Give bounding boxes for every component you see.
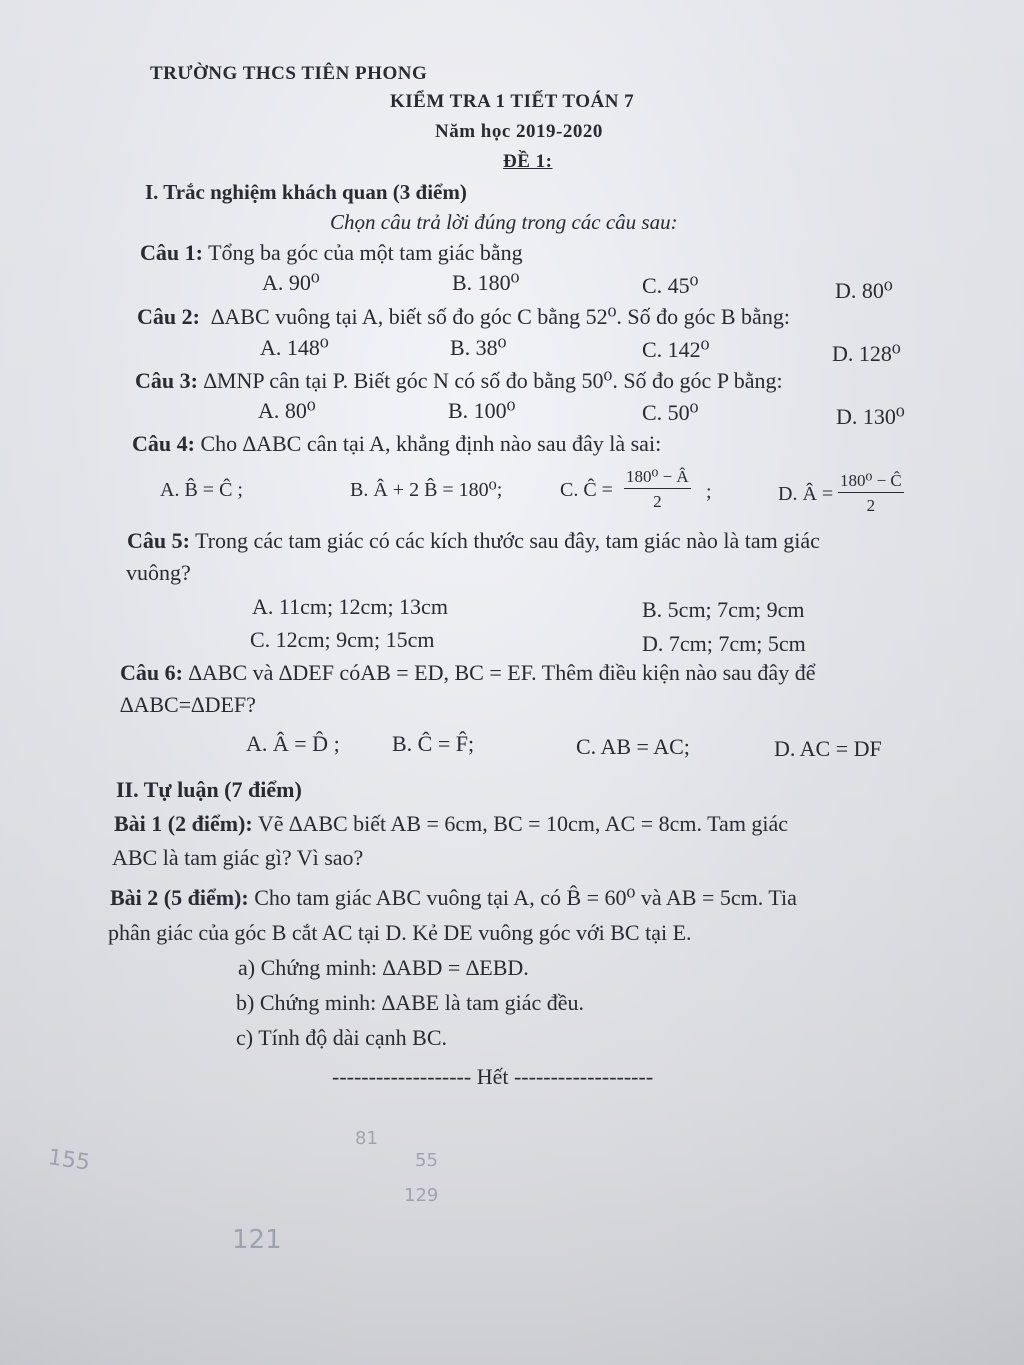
exam-title: KIỂM TRA 1 TIẾT TOÁN 7 bbox=[390, 91, 635, 112]
q1-option-b: B. 180⁰ bbox=[452, 270, 520, 295]
handwritten-note: 55 bbox=[415, 1150, 438, 1171]
q2-option-b: B. 38⁰ bbox=[450, 335, 507, 360]
question-label: Câu 2: bbox=[137, 304, 200, 329]
question-label: Câu 5: bbox=[127, 528, 190, 553]
bai-text: Cho tam giác ABC vuông tại A, có B̂ = 60⁰ và AB = 5cm. Tia bbox=[254, 885, 797, 910]
q5-option-b: B. 5cm; 7cm; 9cm bbox=[642, 597, 805, 622]
bai-2-part-a: a) Chứng minh: ∆ABD = ∆EBD. bbox=[238, 955, 529, 980]
question-6-line2: ∆ABC=∆DEF? bbox=[120, 692, 256, 717]
question-3 bbox=[135, 370, 783, 392]
handwritten-note: 155 bbox=[46, 1145, 92, 1176]
fraction-numerator: 180⁰ − Â bbox=[624, 468, 691, 489]
q5-option-c: C. 12cm; 9cm; 15cm bbox=[250, 627, 435, 652]
bai-label: Bài 1 (2 điểm): bbox=[114, 811, 253, 836]
question-text: Tổng ba góc của một tam giác bằng bbox=[208, 240, 523, 265]
q5-option-d: D. 7cm; 7cm; 5cm bbox=[642, 631, 806, 656]
question-text: ∆ABC và ∆DEF cóAB = ED, BC = EF. Thêm điều kiện nào sau đây để bbox=[188, 660, 816, 685]
q4-option-a: A. B̂ = Ĉ ; bbox=[160, 479, 243, 501]
school-name: TRƯỜNG THCS TIÊN PHONG bbox=[150, 63, 428, 84]
bai-2-line2: phân giác của góc B cắt AC tại D. Kẻ DE vuông góc với BC tại E. bbox=[108, 920, 692, 945]
bai-2-part-c: c) Tính độ dài cạnh BC. bbox=[236, 1025, 447, 1050]
bai-1-line2: ABC là tam giác gì? Vì sao? bbox=[112, 845, 364, 870]
q2-option-a: A. 148⁰ bbox=[260, 335, 329, 360]
q3-option-b: B. 100⁰ bbox=[448, 398, 516, 423]
bai-text: Vẽ ∆ABC biết AB = 6cm, BC = 10cm, AC = 8cm. Tam giác bbox=[257, 811, 789, 836]
question-6 bbox=[120, 662, 815, 684]
q3-option-a: A. 80⁰ bbox=[258, 398, 316, 423]
part1-title: I. Trắc nghiệm khách quan (3 điểm) bbox=[145, 180, 467, 204]
q4-option-b: B. Â + 2 B̂ = 180⁰; bbox=[350, 479, 503, 501]
q4-option-c-suffix: ; bbox=[706, 481, 712, 503]
q1-option-d: D. 80⁰ bbox=[835, 278, 893, 303]
bai-2 bbox=[110, 887, 797, 909]
question-text: Trong các tam giác có các kích thước sau đây, tam giác nào là tam giác bbox=[195, 528, 820, 553]
q2-option-c: C. 142⁰ bbox=[642, 337, 710, 362]
question-text: ∆MNP cân tại P. Biết góc N có số đo bằng 50⁰. Số đo góc P bằng: bbox=[203, 368, 783, 393]
question-label: Câu 1: bbox=[140, 240, 203, 265]
bai-1 bbox=[114, 813, 788, 835]
handwritten-note: 81 bbox=[355, 1128, 378, 1149]
q1-option-a: A. 90⁰ bbox=[262, 270, 320, 295]
q1-option-c: C. 45⁰ bbox=[642, 273, 699, 298]
question-label: Câu 3: bbox=[135, 368, 198, 393]
bai-2-part-b: b) Chứng minh: ∆ABE là tam giác đều. bbox=[236, 990, 584, 1015]
fraction-numerator: 180⁰ − Ĉ bbox=[838, 472, 904, 493]
handwritten-note: 121 bbox=[232, 1225, 282, 1255]
question-text: ∆ABC vuông tại A, biết số đo góc C bằng 52⁰. Số đo góc B bằng: bbox=[210, 304, 790, 329]
end-marker: ------------------- Hết ------------------- bbox=[332, 1064, 654, 1089]
school-year: Năm học 2019-2020 bbox=[435, 121, 603, 142]
question-5-line2: vuông? bbox=[126, 560, 191, 585]
question-label: Câu 6: bbox=[120, 660, 183, 685]
q3-option-d: D. 130⁰ bbox=[836, 404, 905, 429]
q6-option-b: B. Ĉ = F̂; bbox=[392, 731, 475, 756]
question-5 bbox=[127, 530, 820, 552]
q6-option-a: A. Â = D̂ ; bbox=[246, 731, 340, 756]
q6-option-c: C. AB = AC; bbox=[576, 734, 690, 759]
q4-option-c-fraction bbox=[624, 468, 691, 510]
handwritten-note: 129 bbox=[404, 1185, 439, 1206]
question-text: Cho ∆ABC cân tại A, khẳng định nào sau đây là sai: bbox=[200, 431, 662, 456]
part2-title: II. Tự luận (7 điểm) bbox=[116, 777, 302, 802]
q4-option-c-prefix: C. Ĉ = bbox=[560, 479, 613, 501]
part1-instruction: Chọn câu trả lời đúng trong các câu sau: bbox=[330, 210, 678, 234]
question-label: Câu 4: bbox=[132, 431, 195, 456]
q4-option-d-fraction bbox=[838, 472, 904, 514]
question-4 bbox=[132, 433, 661, 455]
exam-code: ĐỀ 1: bbox=[503, 151, 553, 172]
q5-option-a: A. 11cm; 12cm; 13cm bbox=[252, 594, 448, 619]
fraction-denominator: 2 bbox=[866, 496, 876, 515]
bai-label: Bài 2 (5 điểm): bbox=[110, 885, 249, 910]
question-1 bbox=[140, 242, 523, 264]
q3-option-c: C. 50⁰ bbox=[642, 400, 699, 425]
q4-option-d-prefix: D. Â = bbox=[778, 483, 834, 505]
question-2 bbox=[137, 306, 790, 328]
fraction-denominator: 2 bbox=[653, 492, 662, 511]
q6-option-d: D. AC = DF bbox=[774, 736, 882, 761]
q2-option-d: D. 128⁰ bbox=[832, 341, 901, 366]
